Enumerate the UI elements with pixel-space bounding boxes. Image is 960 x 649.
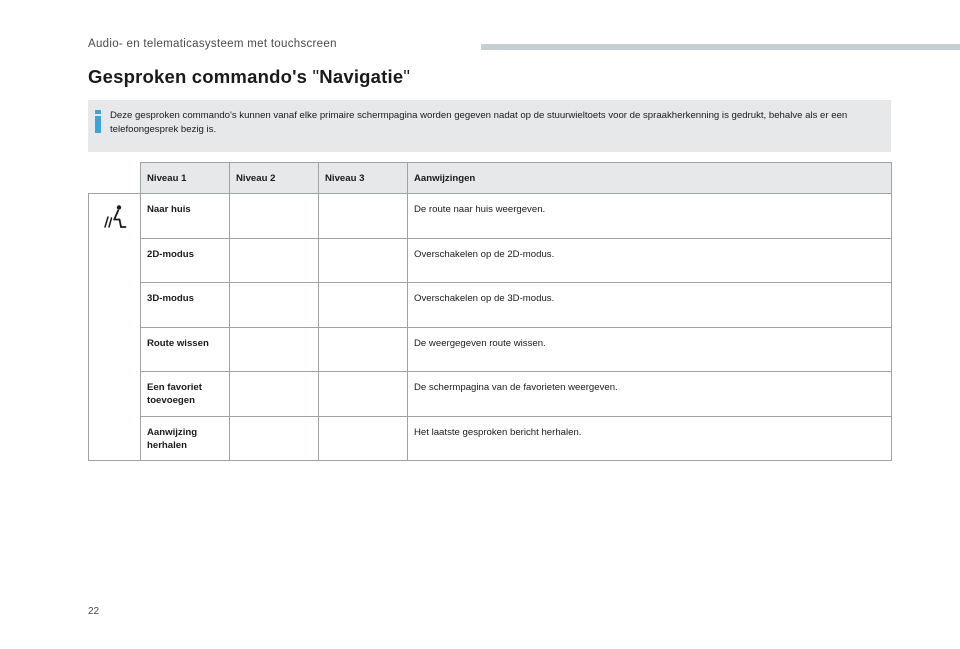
level1-cell: 2D-modus	[141, 238, 230, 283]
hint-cell: Overschakelen op de 2D-modus.	[408, 238, 892, 283]
title-name: Navigatie	[319, 66, 404, 87]
level1-cell: Naar huis	[141, 194, 230, 239]
table-row	[89, 372, 892, 417]
page-number: 22	[88, 606, 100, 617]
level2-cell	[230, 372, 319, 417]
level3-cell	[319, 416, 408, 461]
level3-cell	[319, 327, 408, 372]
level2-cell	[230, 194, 319, 239]
hint-cell: Overschakelen op de 3D-modus.	[408, 283, 892, 328]
column-header: Niveau 1	[141, 163, 230, 194]
level2-cell	[230, 283, 319, 328]
voice-commands-table	[88, 162, 892, 461]
title-close-quote: "	[403, 66, 411, 87]
table-row	[89, 194, 892, 239]
hint-cell: De route naar huis weergeven.	[408, 194, 892, 239]
header-bar	[481, 44, 960, 50]
table-header-row	[89, 163, 892, 194]
level1-cell: 3D-modus	[141, 283, 230, 328]
info-text: Deze gesproken commando's kunnen vanaf elke primaire schermpagina worden gegeven nadat op de stuurwieltoets voor de spraakherkenning is gedrukt, behalve als er een telefoongesprek bezig is.	[110, 110, 848, 135]
hint-cell: Het laatste gesproken bericht herhalen.	[408, 416, 892, 461]
table-row	[89, 327, 892, 372]
level3-cell	[319, 194, 408, 239]
level1-cell: Route wissen	[141, 327, 230, 372]
page-title	[88, 66, 410, 88]
voice-command-icon	[102, 204, 128, 235]
table-row	[89, 238, 892, 283]
info-icon	[95, 110, 101, 133]
level3-cell	[319, 238, 408, 283]
level2-cell	[230, 327, 319, 372]
level3-cell	[319, 372, 408, 417]
title-prefix: Gesproken commando's	[88, 66, 313, 87]
title-open-quote: "	[312, 66, 320, 87]
level3-cell	[319, 283, 408, 328]
table-row	[89, 416, 892, 461]
level1-cell: Aanwijzing herhalen	[141, 416, 230, 461]
icon-cell	[89, 194, 141, 461]
section-header: Audio- en telematicasysteem met touchscreen	[88, 38, 337, 50]
table-header-blank	[89, 163, 141, 194]
table-row	[89, 283, 892, 328]
column-header: Aanwijzingen	[408, 163, 892, 194]
hint-cell: De schermpagina van de favorieten weergeven.	[408, 372, 892, 417]
hint-cell: De weergegeven route wissen.	[408, 327, 892, 372]
level2-cell	[230, 416, 319, 461]
level2-cell	[230, 238, 319, 283]
level1-cell: Een favoriet toevoegen	[141, 372, 230, 417]
column-header: Niveau 2	[230, 163, 319, 194]
column-header: Niveau 3	[319, 163, 408, 194]
